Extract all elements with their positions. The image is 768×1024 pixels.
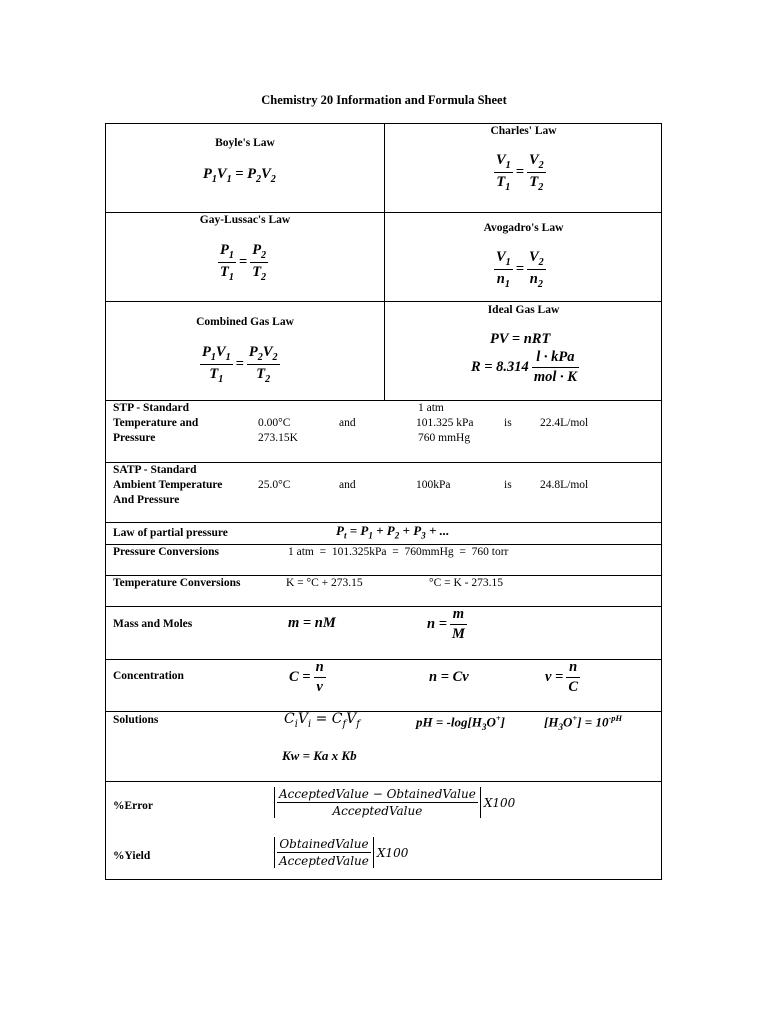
stp-and: and (339, 417, 356, 429)
stp-molar-volume: 22.4L/mol (540, 417, 589, 429)
ideal-gas-law-equation: PV = nRT (490, 331, 551, 347)
ph-equation: pH = $-\log[H_3O^+]$ (416, 713, 505, 732)
percent-yield-formula: $\frac{\text{ObtainedValue}}{\text{AcceptedValue}}$ X100 (274, 837, 411, 868)
percent-error-formula: $\frac{\text{AcceptedValue − ObtainedValue}}{\text{AcceptedValue}}$ X100 (274, 787, 518, 818)
celsius-conversion: °C = K - 273.15 (429, 577, 504, 589)
formula-table (105, 123, 662, 880)
boyles-law-title: Boyle's Law (215, 137, 275, 149)
kelvin-conversion: K = °C + 273.15 (286, 577, 363, 589)
divider (106, 781, 661, 782)
moles-from-concentration-equation: n = Cv (429, 669, 469, 685)
boyles-law-equation: $P_1V_1 = P_2V_2$ (203, 166, 276, 185)
satp-label: SATP - Standard Ambient Temperature And Pressure (113, 464, 223, 506)
satp-temperature: 25.0°C (258, 479, 291, 491)
concentration-equation: C = $\frac{n}{v}$ (289, 659, 324, 695)
divider (106, 711, 661, 712)
charles-law-equation: $\frac{V_1}{T_1}$ = $\frac{V_2}{T_2}$ (496, 152, 544, 193)
partial-pressure-label: Law of partial pressure (113, 527, 228, 539)
satp-molar-volume: 24.8L/mol (540, 479, 589, 491)
gas-constant-equation (468, 349, 579, 386)
satp-and: and (339, 479, 356, 491)
stp-temperatures: 0.00°C 273.15K (258, 417, 298, 444)
gay-lussac-law-title: Gay-Lussac's Law (199, 214, 291, 226)
concentration-label: Concentration (113, 670, 184, 682)
kw-equation: Kw = Ka x Kb (282, 748, 357, 763)
pressure-conversions-label: Pressure Conversions (113, 546, 219, 558)
divider (106, 606, 661, 607)
hydronium-equation: $[H_3O^+] = 10^{-pH}$ (544, 713, 623, 732)
satp-pressure: 100kPa (416, 479, 451, 491)
stp-label: STP - Standard Temperature and Pressure (113, 402, 199, 444)
volume-equation: v = $\frac{n}{C}$ (545, 659, 578, 695)
combined-gas-law-title: Combined Gas Law (196, 316, 294, 328)
avogadro-law-title: Avogadro's Law (483, 222, 564, 234)
column-divider (384, 124, 385, 400)
stp-is: is (504, 417, 512, 429)
dilution-equation: $C_iV_i = C_fV_f$ (284, 711, 360, 730)
charles-law-title: Charles' Law (490, 125, 557, 137)
partial-pressure-equation: $P_t = P_1 + P_2 + P_3$ + ... (336, 523, 450, 541)
mass-and-moles-label: Mass and Moles (113, 618, 193, 630)
moles-equation: n = $\frac{m}{M}$ (427, 606, 465, 642)
gay-lussac-law-equation: $\frac{P_1}{T_1}$ = $\frac{P_2}{T_2}$ (220, 242, 267, 283)
mass-equation: m = nM (288, 615, 336, 631)
temperature-conversions-label: Temperature Conversions (113, 577, 241, 589)
gas-constant-value: R = 8.314 (471, 359, 529, 375)
percent-yield-label: %Yield (113, 850, 151, 862)
stp-pressures: 1 atm 101.325 kPa 760 mmHg (416, 402, 474, 444)
combined-gas-law-equation: $\frac{P_1V_1}{T_1}$ = $\frac{P_2V_2}{T_2}$ (202, 344, 278, 385)
avogadro-law-equation: $\frac{V_1}{n_1}$ = $\frac{V_2}{n_2}$ (496, 249, 544, 290)
percent-error-label: %Error (113, 800, 154, 812)
solutions-label: Solutions (113, 714, 159, 726)
ideal-gas-law-title: Ideal Gas Law (487, 304, 560, 316)
satp-is: is (504, 479, 512, 491)
gas-constant-units-top: l · kPa (532, 349, 579, 368)
pressure-conversions-text: 1 atm = 101.325kPa = 760mmHg = 760 torr (288, 546, 509, 558)
gas-constant-units-bottom: mol · K (533, 369, 577, 385)
page-title: Chemistry 20 Information and Formula Sheet (261, 93, 507, 107)
